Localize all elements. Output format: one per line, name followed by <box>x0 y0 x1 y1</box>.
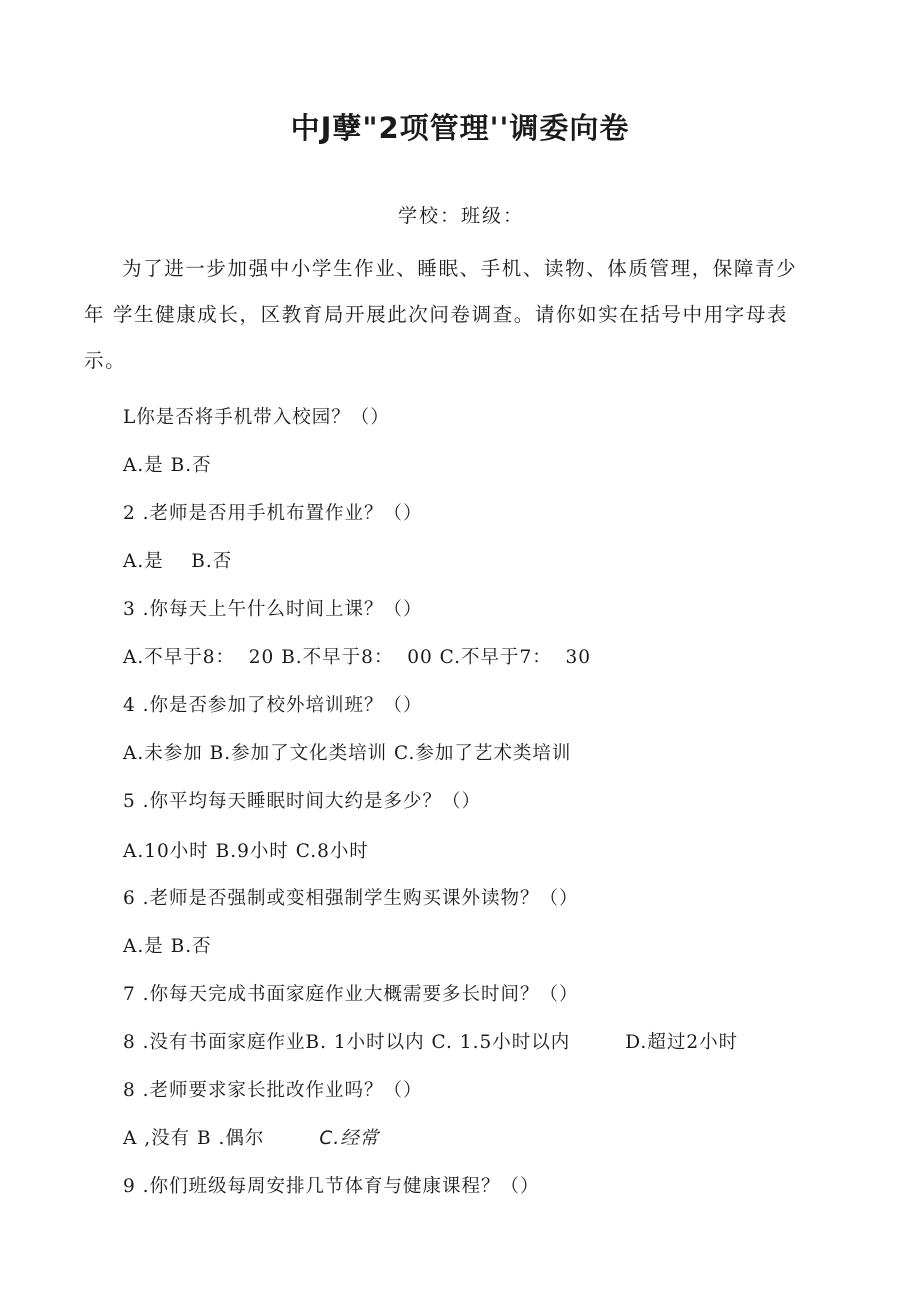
question-4-options: A.未参加 B.参加了文化类培训 C.参加了艺术类培训 <box>123 743 572 764</box>
question-7-options: 8 .没有书面家庭作业B. 1小时以内 C. 1.5小时以内 D.超过2小时 <box>123 1032 739 1053</box>
question-8-options <box>123 1125 379 1153</box>
question-2-options: A.是 B.否 <box>123 551 233 572</box>
question-3-options: A.不早于8： 20 B.不早于8： 00 C.不早于7： 30 <box>123 647 592 668</box>
question-8: 8 .老师要求家长批改作业吗？（） <box>123 1080 423 1101</box>
question-6: 6 .老师是否强制或变相强制学生购买课外读物？（） <box>123 888 579 909</box>
school-class-line: 学校：班级： <box>398 205 525 227</box>
question-2: 2 .老师是否用手机布置作业？（） <box>123 503 423 524</box>
intro-line-1: 为了进一步加强中小学生作业、睡眠、手机、读物、体质管理，保障青少 <box>122 257 798 280</box>
question-5: 5 .你平均每天睡眠时间大约是多少？（） <box>123 791 482 812</box>
intro-line-2: 年 学生健康成长，区教育局开展此次问卷调查。请你如实在括号中用字母表 <box>84 303 789 326</box>
question-3: 3 .你每天上午什么时间上课？（） <box>123 599 423 620</box>
survey-title: 中J孽"2项管理''调委向卷 <box>290 111 630 145</box>
question-8-option-c: C.经常 <box>319 1128 380 1149</box>
question-4: 4 .你是否参加了校外培训班？（） <box>123 695 423 716</box>
question-1: L你是否将手机带入校园？（） <box>123 407 390 428</box>
question-7: 7 .你每天完成书面家庭作业大概需要多长时间？（） <box>123 984 579 1005</box>
question-9: 9 .你们班级每周安排几节体育与健康课程？（） <box>123 1176 540 1197</box>
intro-line-3: 示。 <box>84 349 127 372</box>
question-6-options: A.是 B.否 <box>123 936 212 957</box>
question-8-options-ab: A ,没有 B .偶尔 <box>123 1128 320 1149</box>
question-1-options: A.是 B.否 <box>123 455 212 476</box>
question-5-options: A.10小时 B.9小时 C.8小时 <box>123 841 369 862</box>
intro-paragraph <box>84 246 824 384</box>
